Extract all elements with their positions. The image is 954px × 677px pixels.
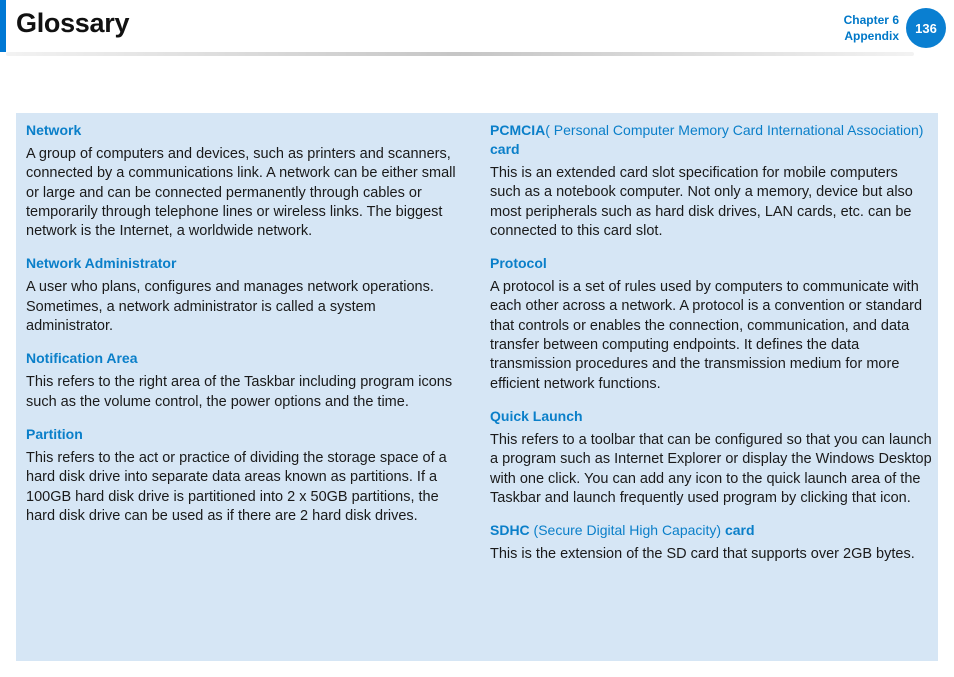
- entry-term-bold: PCMCIA: [490, 122, 546, 138]
- entry-term-expansion: ( Personal Computer Memory Card International Association): [545, 122, 924, 138]
- glossary-entry-sdhc: [490, 521, 932, 564]
- entry-term-bold: Quick Launch: [490, 407, 583, 424]
- entry-definition: This is the extension of the SD card that supports over 2GB bytes.: [490, 546, 915, 563]
- entry-definition: This refers to a toolbar that can be configured so that you can launch a program such as Internet Explorer or display the Windows Desktop with one click. You can add any icon to the quick launch area of the Taskbar and launch frequently used program by clicking that icon.: [490, 431, 932, 506]
- entry-term: Partition: [26, 425, 83, 442]
- glossary-entry-pcmcia: [490, 121, 932, 241]
- glossary-column-left: [26, 121, 462, 539]
- glossary-column-right: [490, 121, 932, 577]
- glossary-entry-partition: [26, 425, 462, 526]
- header-accent-bar: [0, 0, 6, 52]
- glossary-entry-quick-launch: [490, 407, 932, 508]
- page-title: Glossary: [16, 8, 130, 38]
- glossary-entry-notification-area: [26, 349, 462, 412]
- entry-definition: This refers to the right area of the Taskbar including program icons such as the volume control, the power options and the time.: [26, 374, 453, 410]
- entry-term: Network Administrator: [26, 255, 177, 272]
- glossary-panel: [16, 113, 938, 661]
- chapter-label: [844, 12, 899, 44]
- entry-definition: This is an extended card slot specification for mobile computers such as a notebook computer. Not only a memory, device but also most peripherals such as hard disk drives, LAN cards, etc. can be connected to this card slot.: [490, 165, 913, 239]
- page-number-badge: 136: [906, 8, 946, 48]
- entry-definition: This refers to the act or practice of dividing the storage space of a hard disk drive into separate data areas known as partitions. If a 100GB hard disk drive is partitioned into 2 x 50GB partitions, the hard disk drive can be used as if there are 2 hard disk drives.: [26, 449, 447, 524]
- entry-definition: A user who plans, configures and manages network operations. Sometimes, a network administrator is called a system administrator.: [26, 279, 434, 335]
- glossary-entry-protocol: [490, 254, 932, 394]
- entry-term: Notification Area: [26, 350, 138, 367]
- entry-term-expansion: (Secure Digital High Capacity): [529, 522, 725, 539]
- chapter-number: Chapter 6: [843, 13, 899, 27]
- entry-term-suffix: card: [724, 522, 755, 539]
- header-divider: [6, 52, 914, 56]
- entry-term: Network: [26, 122, 82, 138]
- chapter-section: Appendix: [844, 29, 899, 43]
- glossary-entry-network: [26, 121, 462, 241]
- entry-definition: A group of computers and devices, such as printers and scanners, connected by a communications link. A network can be either small or large and can be connected permanently through cables or temporarily through telephone lines or wireless links. The biggest network is the Internet, a worldwide network.: [26, 146, 456, 240]
- entry-term-bold: Protocol: [490, 255, 547, 272]
- entry-term-suffix: card: [490, 141, 520, 157]
- glossary-entry-network-administrator: [26, 254, 462, 336]
- entry-definition: A protocol is a set of rules used by computers to communicate with each other across a network. A protocol is a convention or standard that controls or enables the connection, communication, and data transfer between computing endpoints. It defines the data transmission procedures and the transmission medium for more efficient network functions.: [490, 279, 923, 392]
- entry-term-bold: SDHC: [490, 522, 530, 539]
